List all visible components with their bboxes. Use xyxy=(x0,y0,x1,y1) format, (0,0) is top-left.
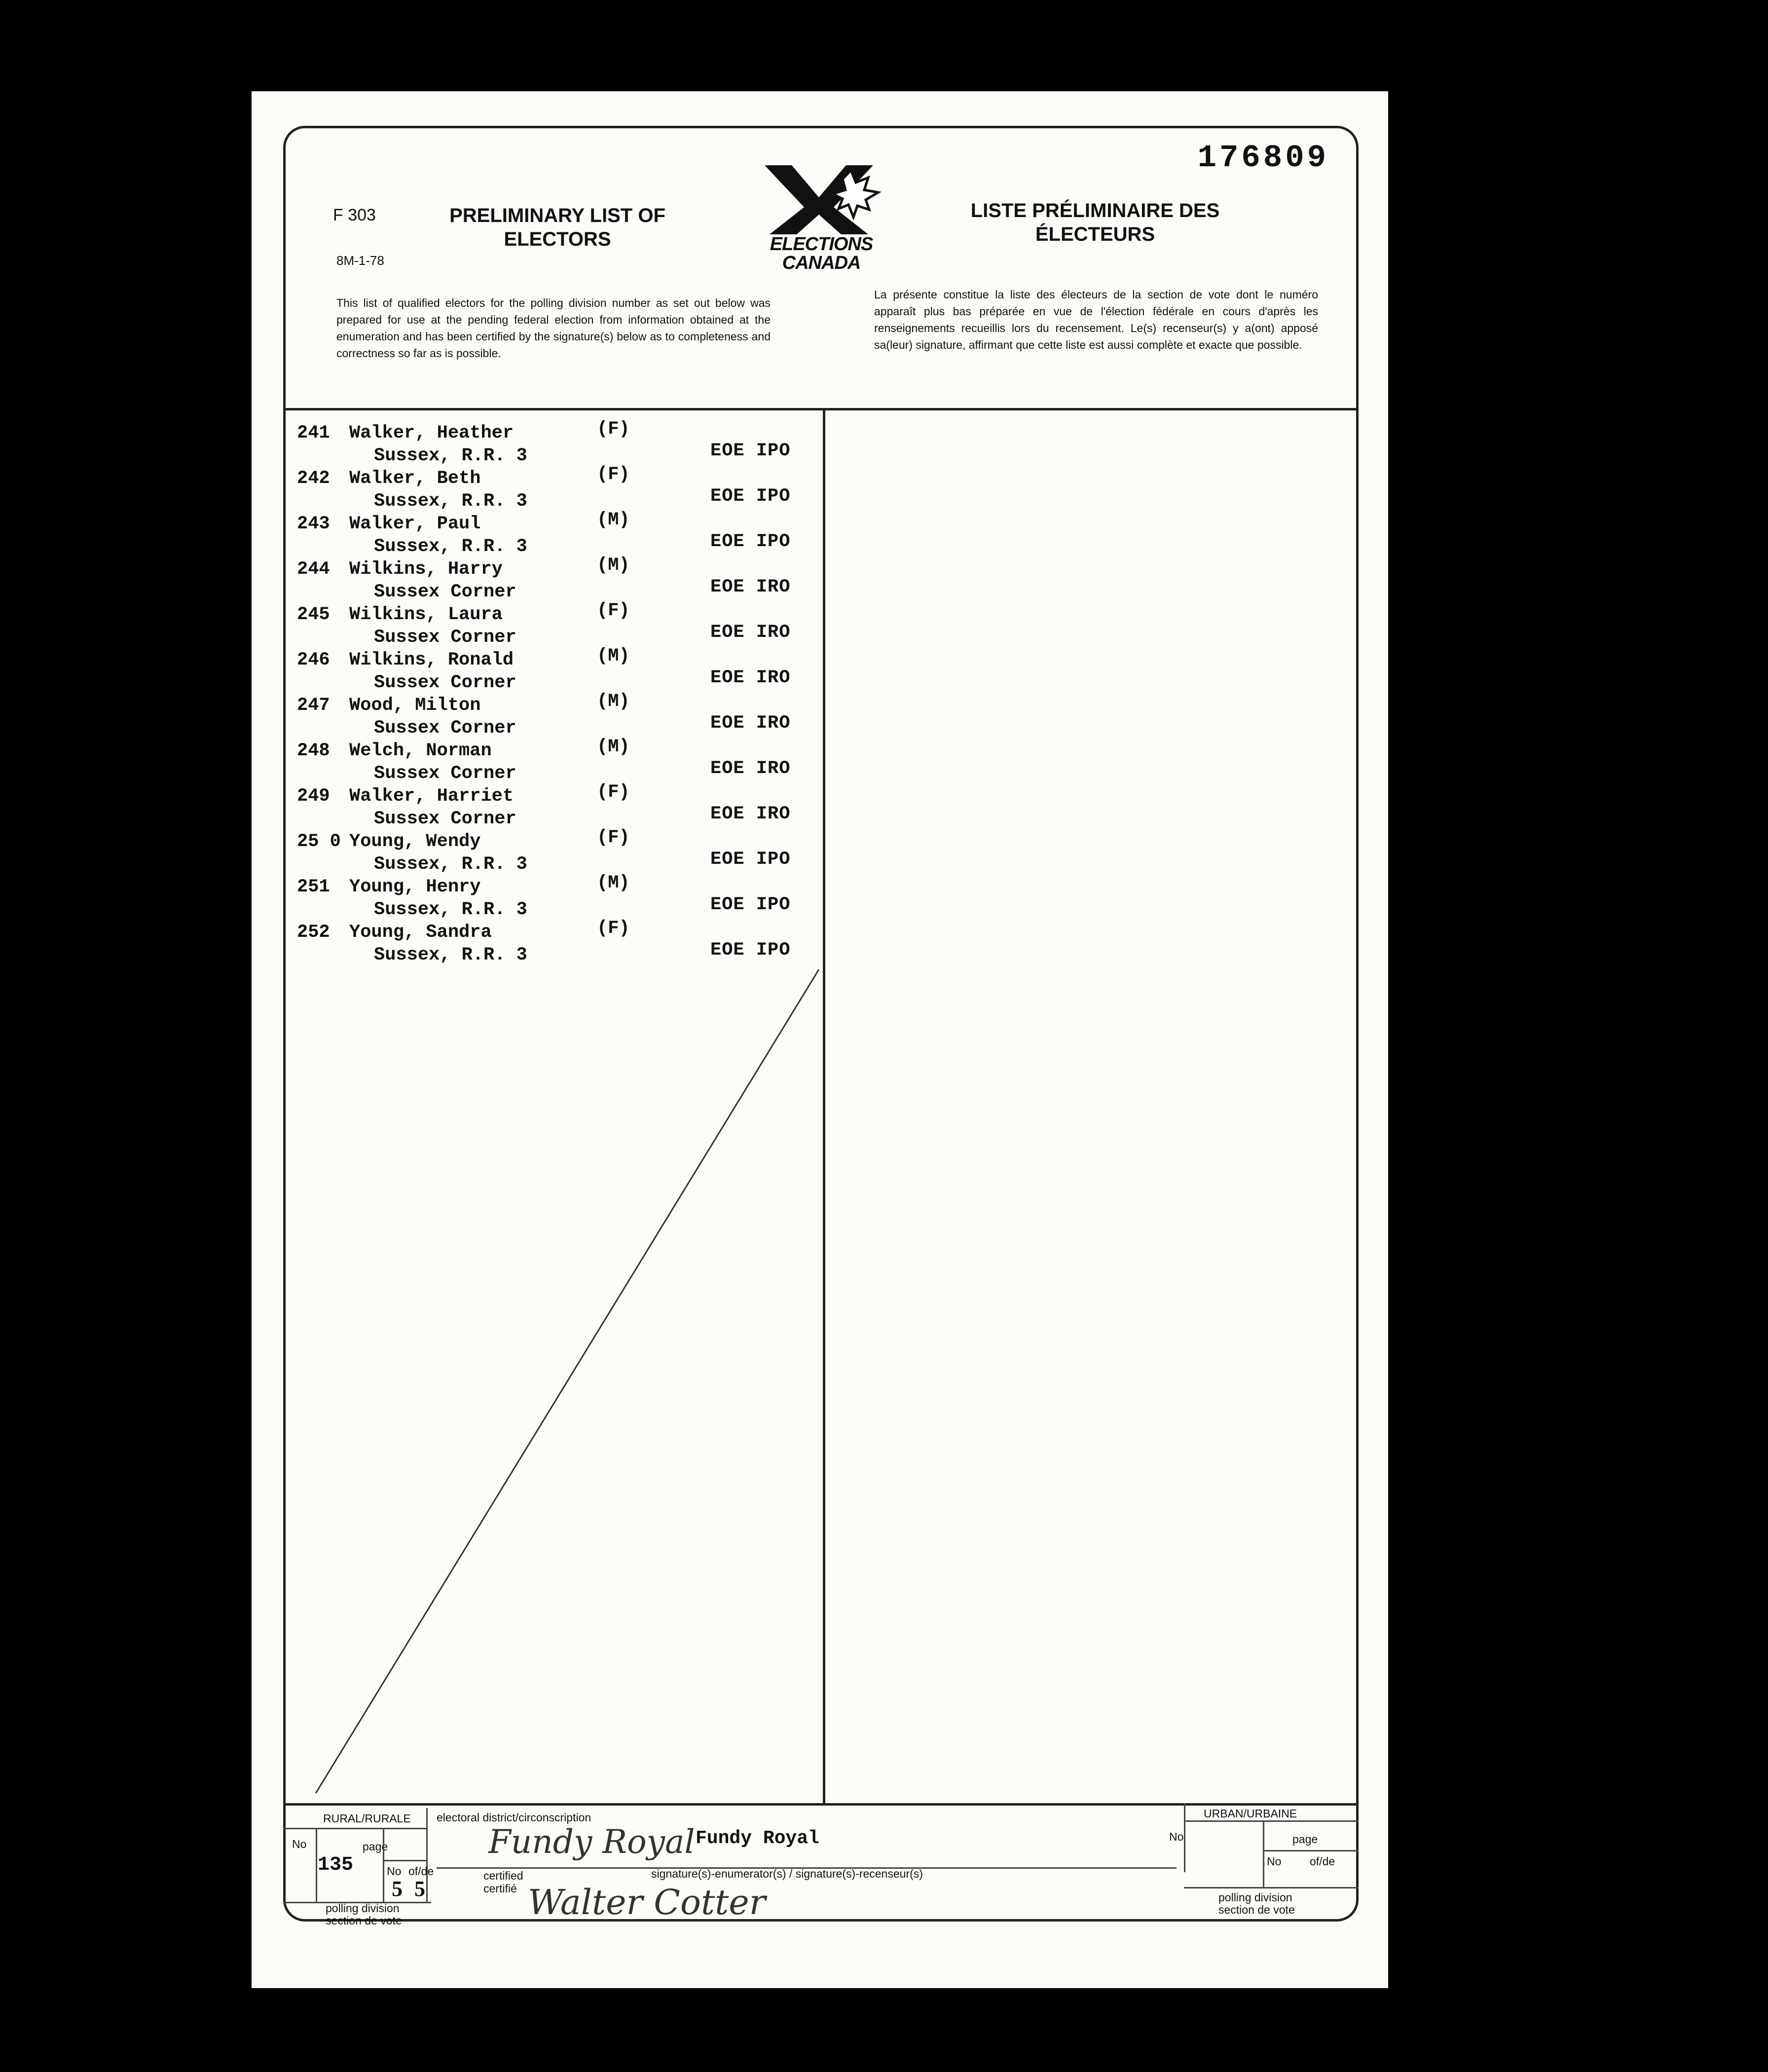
rural-label: RURAL/RURALE xyxy=(323,1812,411,1825)
elector-number: 243 xyxy=(297,514,330,534)
polling-no-label: No xyxy=(292,1838,307,1850)
footer-rule xyxy=(1184,1820,1359,1822)
title-english-line1: PRELIMINARY LIST OF xyxy=(449,205,665,226)
elector-number: 241 xyxy=(297,423,330,444)
footer-rule xyxy=(1263,1850,1359,1851)
elector-name: Young, Wendy xyxy=(349,831,481,852)
footer-rule xyxy=(1184,1803,1185,1872)
elector-code: EOE IPO xyxy=(710,486,791,507)
logo-word-elections: ELECTIONS xyxy=(770,234,873,255)
elector-number: 252 xyxy=(297,922,330,943)
certification-text-french: La présente constitue la liste des électeurs de la section de vote dont le numéro apparaît plus bas préparée en vue de l'élection fédérale en cours d'après les renseignements recueillis lors du recensement. Le(s) recenseur(s) y a(ont) apposé sa(leur) signature, affirmant que cette liste est aussi complète et exacte que possible. xyxy=(874,288,1318,351)
elector-number: 242 xyxy=(297,468,330,489)
polling-division-number: 135 xyxy=(318,1854,354,1876)
elector-name: Walker, Harriet xyxy=(349,786,514,807)
elector-address: Sussex, R.R. 3 xyxy=(374,536,527,557)
elector-name: Wilkins, Ronald xyxy=(349,650,514,670)
serial-number: 176809 xyxy=(1197,141,1329,176)
certified-label-fr: certifié xyxy=(483,1882,517,1895)
elector-number: 248 xyxy=(297,740,330,761)
elector-code: EOE IPO xyxy=(710,940,791,961)
elector-sex: (F) xyxy=(597,918,630,939)
district-handwritten: Fundy Royal xyxy=(488,1823,695,1861)
footer-rule xyxy=(1263,1820,1264,1887)
elector-number: 251 xyxy=(297,877,330,897)
elector-sex: (M) xyxy=(597,737,630,757)
elector-sex: (M) xyxy=(597,646,630,666)
page-of-label: of/de xyxy=(408,1865,434,1878)
district-typed: Fundy Royal xyxy=(696,1828,819,1849)
elector-code: EOE IPO xyxy=(710,531,791,552)
elector-code: EOE IRO xyxy=(710,758,791,779)
elector-address: Sussex Corner xyxy=(374,627,516,648)
elector-number: 245 xyxy=(297,604,330,625)
certification-text-english: This list of qualified electors for the polling division number as set out below was prepared for use at the pending federal election from information obtained at the enumeration and has been certified by the signature(s) below as to completeness and correctness so far as is possible. xyxy=(336,296,771,360)
elector-name: Walker, Heather xyxy=(349,423,514,444)
page-of-number: 5 xyxy=(414,1877,425,1901)
footer-rule xyxy=(283,1828,426,1829)
elector-code: EOE IRO xyxy=(710,667,791,688)
elector-address: Sussex, R.R. 3 xyxy=(374,854,527,875)
cancellation-line xyxy=(252,91,1388,1988)
elector-name: Wilkins, Harry xyxy=(349,559,503,580)
elector-number: 244 xyxy=(297,559,330,580)
elector-number: 247 xyxy=(297,695,330,716)
elector-number: 246 xyxy=(297,650,330,670)
title-english-line2: ELECTORS xyxy=(504,228,611,250)
title-french-line2: ÉLECTEURS xyxy=(1035,223,1155,245)
urban-no-label: No xyxy=(1169,1830,1184,1843)
elector-code: EOE IRO xyxy=(710,713,791,734)
elector-address: Sussex, R.R. 3 xyxy=(374,491,527,512)
footer-rule xyxy=(1184,1887,1359,1888)
elector-code: EOE IPO xyxy=(710,849,791,870)
enumerator-signature: Walter Cotter xyxy=(528,1882,766,1923)
document-sheet xyxy=(252,91,1388,1988)
elector-number: 25 0 xyxy=(297,831,341,852)
elector-code: EOE IRO xyxy=(710,804,791,824)
elector-code: EOE IRO xyxy=(710,622,791,643)
elector-address: Sussex, R.R. 3 xyxy=(374,945,527,965)
page-no-label: No xyxy=(387,1865,402,1878)
elector-sex: (M) xyxy=(597,510,630,530)
footer-rule xyxy=(383,1860,426,1861)
urban-page-label: page xyxy=(1292,1833,1318,1846)
elector-address: Sussex, R.R. 3 xyxy=(374,445,527,466)
urban-polling-division-label-fr: section de vote xyxy=(1218,1903,1295,1916)
urban-polling-division-label: polling division xyxy=(1218,1891,1292,1904)
title-french-line1: LISTE PRÉLIMINAIRE DES xyxy=(970,200,1220,222)
form-number: F 303 xyxy=(333,206,376,224)
footer-rule xyxy=(426,1808,428,1902)
urban-label: URBAN/URBAINE xyxy=(1204,1807,1297,1820)
elector-address: Sussex Corner xyxy=(374,763,516,784)
elector-code: EOE IPO xyxy=(710,441,791,461)
elector-sex: (F) xyxy=(597,782,630,803)
elector-name: Walker, Beth xyxy=(349,468,481,489)
urban-page-no-label: No xyxy=(1267,1855,1282,1868)
elector-name: Wilkins, Laura xyxy=(349,604,503,625)
page-number: 5 xyxy=(392,1877,403,1901)
elector-sex: (F) xyxy=(597,827,630,848)
elector-sex: (F) xyxy=(597,464,630,485)
elector-address: Sussex Corner xyxy=(374,672,516,693)
elector-sex: (F) xyxy=(597,600,630,621)
certified-label: certified xyxy=(483,1869,523,1882)
elector-code: EOE IRO xyxy=(710,577,791,597)
elector-name: Wood, Milton xyxy=(349,695,481,716)
elector-address: Sussex Corner xyxy=(374,809,516,829)
elector-name: Welch, Norman xyxy=(349,740,492,761)
elector-sex: (F) xyxy=(597,419,630,440)
polling-division-label: polling division xyxy=(326,1902,400,1915)
logo-word-canada: CANADA xyxy=(782,253,861,273)
elector-sex: (M) xyxy=(597,873,630,893)
signature-label: signature(s)-enumerator(s) / signature(s)-recenseur(s) xyxy=(651,1867,923,1880)
elector-address: Sussex Corner xyxy=(374,582,516,602)
elector-sex: (M) xyxy=(597,691,630,712)
elector-sex: (M) xyxy=(597,555,630,576)
urban-page-of-label: of/de xyxy=(1310,1855,1335,1868)
footer-rule xyxy=(316,1828,317,1902)
page-label: page xyxy=(363,1840,388,1853)
elector-name: Walker, Paul xyxy=(349,514,481,534)
form-code: 8M-1-78 xyxy=(336,253,384,268)
district-label: electoral district/circonscription xyxy=(437,1811,591,1824)
footer-rule xyxy=(383,1828,384,1902)
elector-number: 249 xyxy=(297,786,330,807)
polling-division-label-fr: section de vote xyxy=(326,1914,402,1927)
elector-name: Young, Sandra xyxy=(349,922,492,943)
elector-code: EOE IPO xyxy=(710,894,791,915)
elector-address: Sussex, R.R. 3 xyxy=(374,899,527,920)
elector-address: Sussex Corner xyxy=(374,718,516,739)
elector-name: Young, Henry xyxy=(349,877,481,897)
